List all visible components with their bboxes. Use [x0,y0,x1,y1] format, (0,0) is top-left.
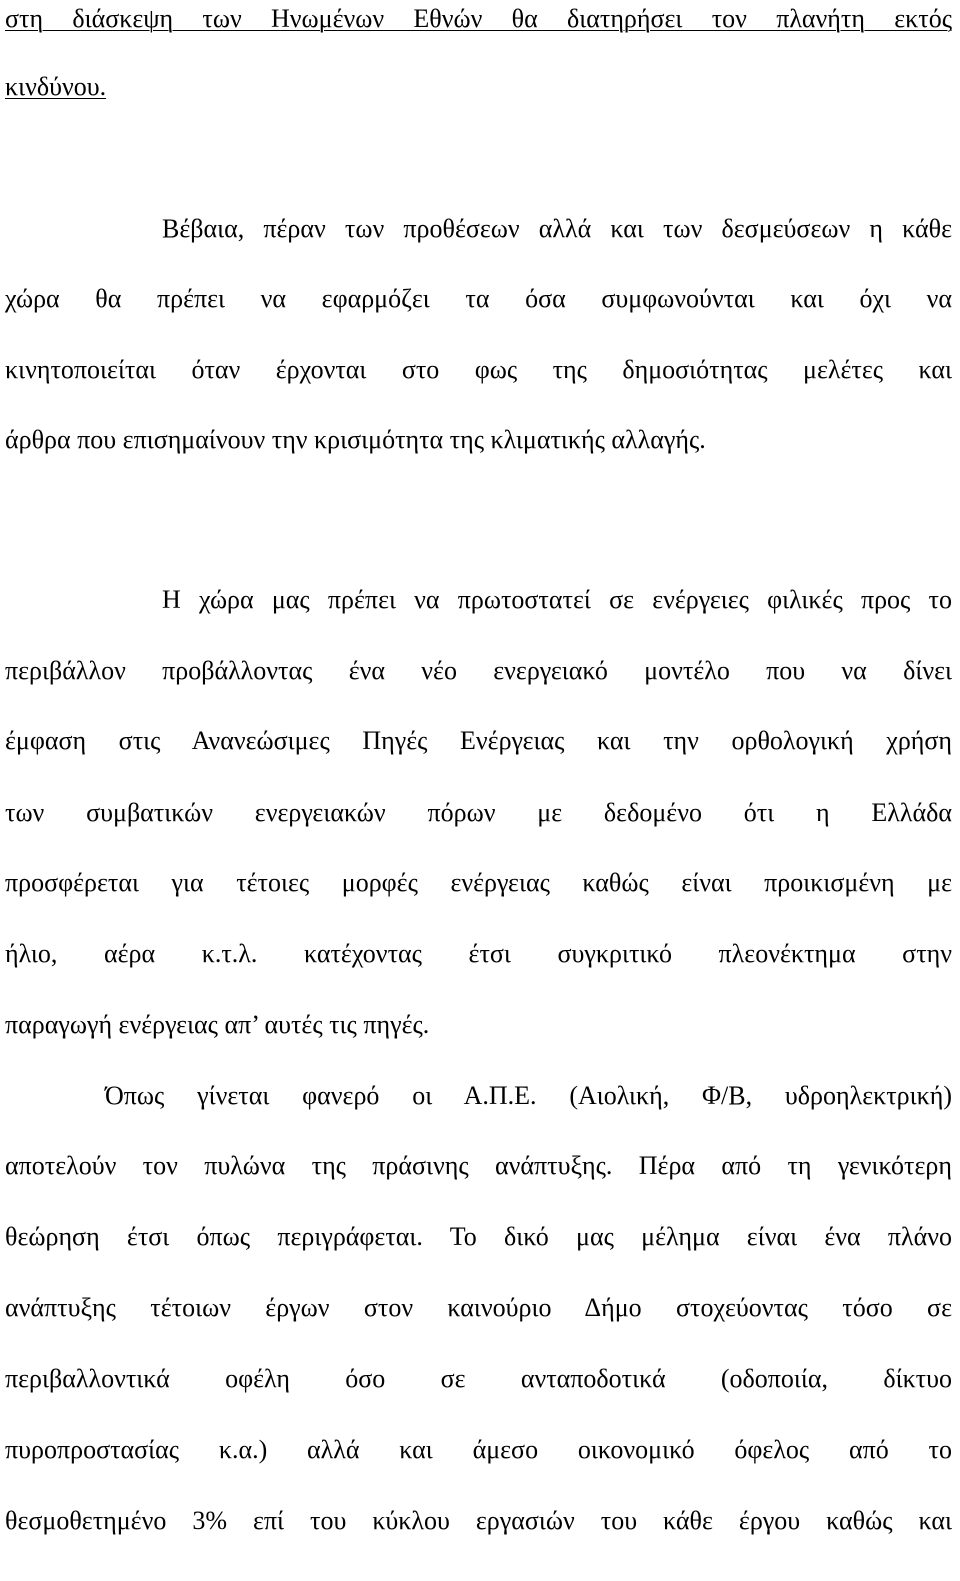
paragraph-3-line-5: περιβαλλοντικά οφέλη όσο σε ανταποδοτικά (οδοποιία, δίκτυο [5,1364,952,1393]
paragraph-1-line-3: κινητοποιείται όταν έρχονται στο φως της δημοσιότητας μελέτες και [5,355,952,384]
paragraph-1-line-2: χώρα θα πρέπει να εφαρμόζει τα όσα συμφωνούνται και όχι να [5,284,952,313]
paragraph-3-line-6: πυροπροστασίας κ.α.) αλλά και άμεσο οικονομικό όφελος από το [5,1435,952,1464]
paragraph-2-line-4: των συμβατικών ενεργειακών πόρων με δεδομένο ότι η Ελλάδα [5,798,952,827]
paragraph-2-line-2: περιβάλλον προβάλλοντας ένα νέο ενεργειακό μοντέλο που να δίνει [5,656,952,685]
paragraph-2-line-7: παραγωγή ενέργειας απ’ αυτές τις πηγές. [5,1010,430,1039]
fragment-line-1: στη διάσκεψη των Ηνωμένων Εθνών θα διατηρήσει τον πλανήτη εκτός [5,4,952,33]
paragraph-3-line-1: Όπως γίνεται φανερό οι Α.Π.Ε. (Αιολική, Φ/Β, υδροηλεκτρική) [105,1081,952,1110]
paragraph-1-line-1: Βέβαια, πέραν των προθέσεων αλλά και των δεσμεύσεων η κάθε [162,214,952,243]
paragraph-3-line-7: θεσμοθετημένο 3% επί του κύκλου εργασιών του κάθε έργου καθώς και [5,1506,952,1535]
paragraph-2-line-6: ήλιο, αέρα κ.τ.λ. κατέχοντας έτσι συγκριτικό πλεονέκτημα στην [5,939,952,968]
paragraph-1-line-4: άρθρα που επισημαίνουν την κρισιμότητα της κλιματικής αλλαγής. [5,425,706,454]
paragraph-3-line-2: αποτελούν τον πυλώνα της πράσινης ανάπτυξης. Πέρα από τη γενικότερη [5,1151,952,1180]
paragraph-2-line-5: προσφέρεται για τέτοιες μορφές ενέργειας καθώς είναι προικισμένη με [5,868,952,897]
paragraph-3-line-3: θεώρηση έτσι όπως περιγράφεται. Το δικό μας μέλημα είναι ένα πλάνο [5,1222,952,1251]
paragraph-2-line-3: έμφαση στις Ανανεώσιμες Πηγές Ενέργειας και την ορθολογική χρήση [5,726,952,755]
paragraph-3-line-4: ανάπτυξης τέτοιων έργων στον καινούριο Δήμο στοχεύοντας τόσο σε [5,1293,952,1322]
fragment-line-2: κινδύνου. [5,72,107,101]
paragraph-2-line-1: Η χώρα μας πρέπει να πρωτοστατεί σε ενέργειες φιλικές προς το [162,585,952,614]
